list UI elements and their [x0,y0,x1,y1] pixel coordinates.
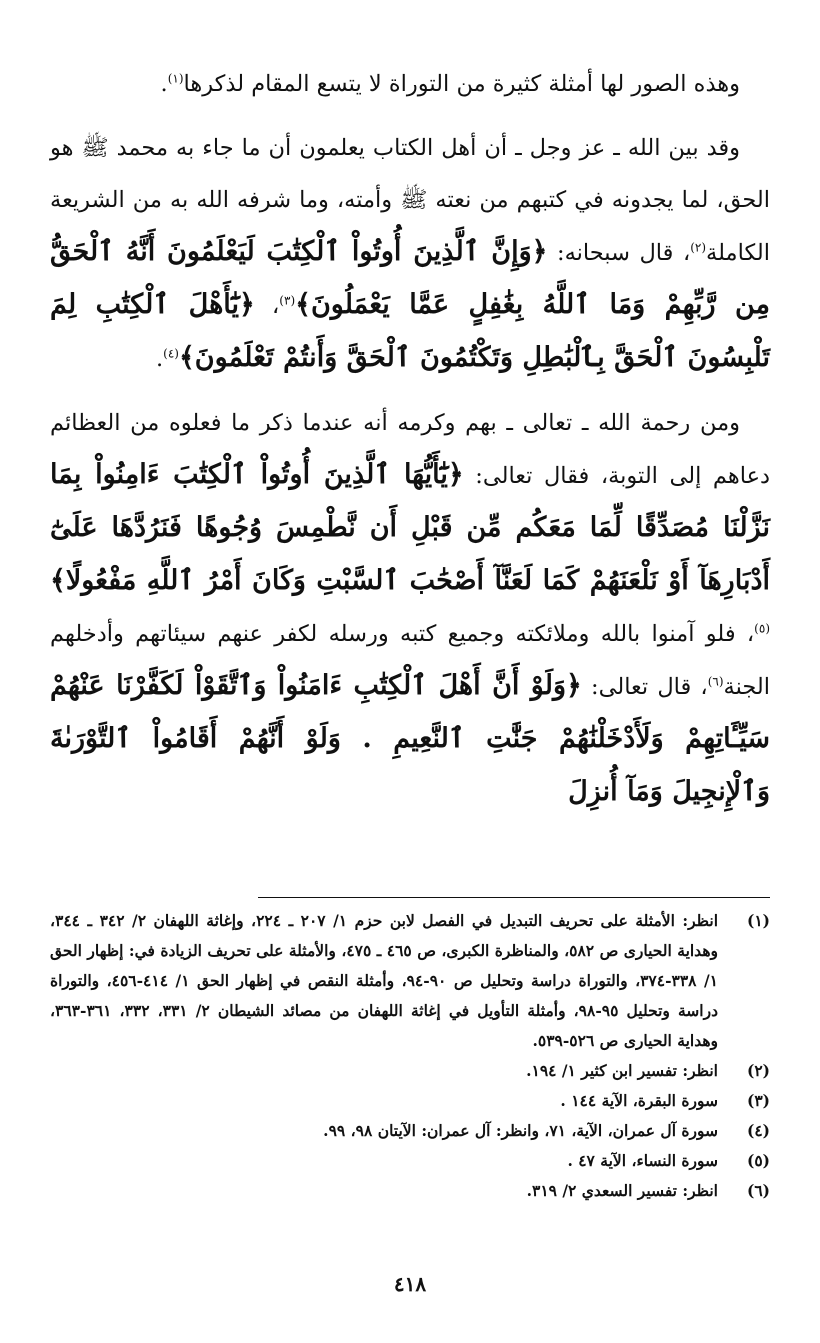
footnote-number: (٦) [746,1181,770,1200]
quran-verse-baqarah-144: ﴿وَإِنَّ ٱلَّذِينَ أُوتُواْ ٱلْكِتَٰبَ لَيَعْلَمُونَ أَنَّهُ ٱلْحَقُّ مِن رَّبِّهِمْ وَمَا ٱللَّهُ بِغَٰفِلٍ عَمَّا يَعْمَلُونَ﴾ [50,236,770,320]
footnote-ref-3: (٣) [279,293,296,308]
footnote-text: سورة النساء، الآية ٤٧ . [567,1151,718,1170]
paragraph-3 [50,397,770,819]
footnote-ref-1: (١) [167,71,184,86]
footnote-text: انظر: تفسير السعدي ٢/ ٣١٩. [526,1181,718,1200]
footnote-3 [50,1086,770,1116]
footnote-divider [258,897,770,898]
footnote-number: (٤) [746,1121,770,1140]
page-number: ٤١٨ [393,1272,427,1296]
paragraph-1-text: وهذه الصور لها أمثلة كثيرة من التوراة لا يتسع المقام لذكرها [183,71,740,97]
footnote-1 [50,906,770,1056]
footnote-text: سورة البقرة، الآية ١٤٤ . [560,1091,718,1110]
verse-separator: ، [254,293,280,319]
paragraph-2-text-1: وقد بين الله ـ عز وجل ـ أن أهل الكتاب يعلمون أن ما جاء به محمد ﷺ هو الحق، لما يجدونه في كتبهم من نعته ﷺ وأمته، وما شرفه الله به من الشريعة الكاملة [50,135,770,266]
footnotes [50,906,770,1206]
footnote-5 [50,1146,770,1176]
footnote-text: انظر: تفسير ابن كثير ١/ ١٩٤. [526,1061,718,1080]
footnote-number: (١) [746,911,770,930]
footnote-number: (٢) [746,1061,770,1080]
quran-verse-aal-imran-71: ﴿يَٰٓأَهْلَ ٱلْكِتَٰبِ لِمَ تَلْبِسُونَ ٱلْحَقَّ بِٱلْبَٰطِلِ وَتَكْتُمُونَ ٱلْحَقَّ وَأَنتُمْ تَعْلَمُونَ﴾ [50,289,770,373]
paragraph-1-end: . [160,71,168,97]
footnote-6 [50,1176,770,1206]
quran-verse-nisa-47: ﴿يَٰٓأَيُّهَا ٱلَّذِينَ أُوتُواْ ٱلْكِتَٰبَ ءَامِنُواْ بِمَا نَزَّلْنَا مُصَدِّقًا لِّمَا مَعَكُم مِّن قَبْلِ أَن نَّطْمِسَ وُجُوهًا فَنَرُدَّهَا عَلَىٰٓ أَدْبَارِهَآ أَوْ نَلْعَنَهُمْ كَمَا لَعَنَّآ أَصْحَٰبَ ٱلسَّبْتِ وَكَانَ أَمْرُ ٱللَّهِ مَفْعُولًا﴾ [50,459,770,596]
footnote-ref-4: (٤) [163,346,179,361]
paragraph-3-text-1: ومن رحمة الله ـ تعالى ـ بهم وكرمه أنه عندما ذكر ما فعلوه من العظائم دعاهم إلى التوبة، فقال تعالى: [50,410,771,489]
footnote-number: (٣) [746,1091,770,1110]
footnote-ref-6: (٦) [707,674,724,689]
paragraph-3-text-3: ، قال تعالى: [591,674,708,700]
footnote-text: سورة آل عمران، الآية، ٧١، وانظر: آل عمران: الآيتان ٩٨، ٩٩. [323,1121,718,1140]
paragraph-2 [50,122,770,385]
quran-verse-maidah-65: ﴿وَلَوْ أَنَّ أَهْلَ ٱلْكِتَٰبِ ءَامَنُواْ وَٱتَّقَوْاْ لَكَفَّرْنَا عَنْهُمْ سَيِّـَٔاتِهِمْ وَلَأَدْخَلْنَٰهُمْ جَنَّٰتِ ٱلنَّعِيمِ . وَلَوْ أَنَّهُمْ أَقَامُواْ ٱلتَّوْرَىٰةَ وَٱلْإِنجِيلَ وَمَآ أُنزِلَ [50,670,770,807]
footnote-2 [50,1056,770,1086]
footnote-number: (٥) [746,1151,770,1170]
footnote-ref-5: (٥) [754,621,770,636]
footnote-4 [50,1116,770,1146]
main-text [50,58,770,831]
paragraph-2-text-2: ، قال سبحانه: [557,240,691,266]
footnote-text: انظر: الأمثلة على تحريف التبديل في الفصل لابن حزم ١/ ٢٠٧ ـ ٢٢٤، وإغاثة اللهفان ٢/ ٣٤٢ ـ ٣٤٤، وهداية الحيارى ص ٥٨٢، والمناظرة الكبرى، ص ٤٦٥ ـ ٤٧٥، والأمثلة على تحريف الزيادة في: إظهار الحق ١/ ٣٣٨-٣٧٤، والتوراة دراسة وتحليل ص ٩٠-٩٤، وأمثلة النقص في إظهار الحق ١/ ٤١٤-٤٥٦، والتوراة دراسة وتحليل ٩٥-٩٨، وأمثلة التأويل في إغاثة اللهفان من مصائد الشيطان ٢/ ٣٣١، ٣٣٢، ٣٦١-٣٦٣، وهداية الحيارى ص ٥٢٦-٥٣٩. [50,911,719,1050]
paragraph-2-end: . [156,346,164,372]
paragraph-1 [50,58,770,110]
paragraph-3-text-2: ، فلو آمنوا بالله وملائكته وجميع كتبه ورسله لكفر عنهم سيئاتهم وأدخلهم الجنة [50,621,771,700]
footnote-ref-2: (٢) [690,240,707,255]
